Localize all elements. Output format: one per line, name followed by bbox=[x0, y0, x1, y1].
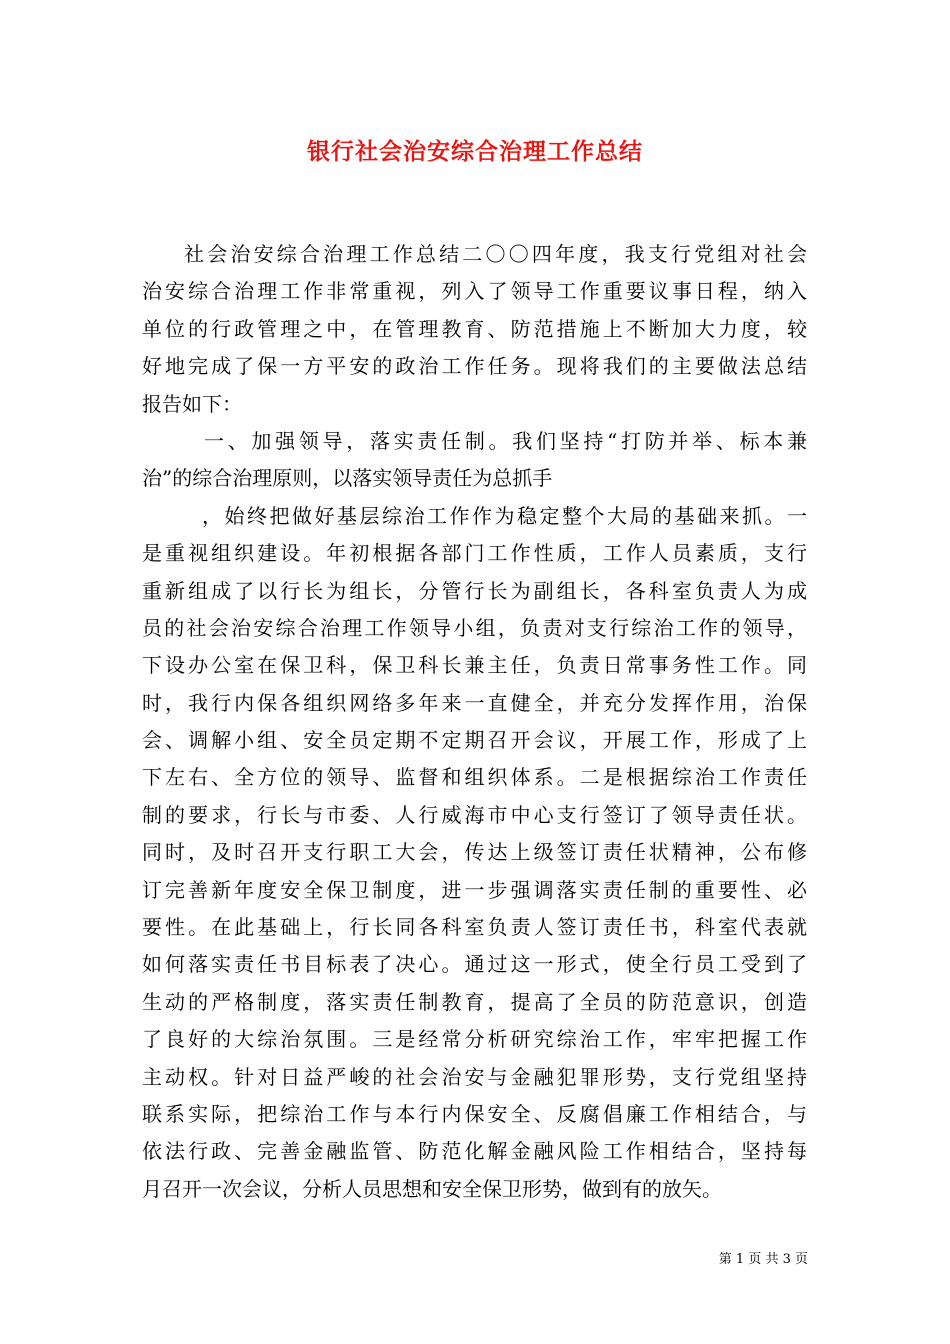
body-line: 下设办公室在保卫科，保卫科长兼主任，负责日常事务性工作。同 bbox=[142, 653, 807, 678]
body-line: 生动的严格制度，落实责任制教育，提高了全员的防范意识，创造 bbox=[142, 989, 807, 1014]
body-line: 单位的行政管理之中，在管理教育、防范措施上不断加大力度，较 bbox=[142, 316, 807, 341]
body-line: 联系实际，把综治工作与本行内保安全、反腐倡廉工作相结合，与 bbox=[142, 1101, 807, 1126]
body-line: 重新组成了以行长为组长，分管行长为副组长，各科室负责人为成 bbox=[142, 578, 807, 603]
body-line: 会、调解小组、安全员定期不定期召开会议，开展工作，形成了上 bbox=[142, 728, 807, 753]
body-line: 月召开一次会议，分析人员思想和安全保卫形势，做到有的放矢。 bbox=[142, 1176, 722, 1201]
body-line: 依法行政、完善金融监管、防范化解金融风险工作相结合，坚持每 bbox=[142, 1139, 807, 1164]
body-line: 制的要求，行长与市委、人行威海市中心支行签订了领导责任状。 bbox=[142, 802, 807, 827]
body-line: 下左右、全方位的领导、监督和组织体系。二是根据综治工作责任 bbox=[142, 765, 807, 790]
body-line: 同时，及时召开支行职工大会，传达上级签订责任状精神，公布修 bbox=[142, 840, 807, 865]
body-line: 治”的综合治理原则，以落实领导责任为总抓手 bbox=[142, 466, 553, 491]
page-number-footer: 第 1 页 共 3 页 bbox=[718, 1252, 808, 1267]
document-body bbox=[142, 236, 807, 1208]
body-line: 是重视组织建设。年初根据各部门工作性质，工作人员素质，支行 bbox=[142, 541, 807, 566]
body-line: 要性。在此基础上，行长同各科室负责人签订责任书，科室代表就 bbox=[142, 915, 807, 940]
body-line: 好地完成了保一方平安的政治工作任务。现将我们的主要做法总结 bbox=[142, 354, 807, 379]
body-line: 员的社会治安综合治理工作领导小组，负责对支行综治工作的领导， bbox=[142, 615, 807, 640]
body-line: 社会治安综合治理工作总结二〇〇四年度，我支行党组对社会 bbox=[184, 242, 807, 266]
document-title: 银行社会治安综合治理工作总结 bbox=[307, 138, 643, 165]
body-line: 一、加强领导，落实责任制。我们坚持“打防并举、标本兼 bbox=[204, 428, 807, 453]
body-line: 如何落实责任书目标表了决心。通过这一形式，使全行员工受到了 bbox=[142, 952, 807, 977]
body-line: 时，我行内保各组织网络多年来一直健全，并充分发挥作用，治保 bbox=[142, 690, 807, 715]
body-line: ，始终把做好基层综治工作作为稳定整个大局的基础来抓。一 bbox=[202, 503, 807, 528]
body-line: 报告如下： bbox=[142, 391, 242, 416]
body-line: 了良好的大综治氛围。三是经常分析研究综治工作，牢牢把握工作 bbox=[142, 1027, 807, 1052]
body-line: 订完善新年度安全保卫制度，进一步强调落实责任制的重要性、必 bbox=[142, 877, 807, 902]
body-line: 主动权。针对日益严峻的社会治安与金融犯罪形势，支行党组坚持 bbox=[142, 1064, 807, 1089]
body-line: 治安综合治理工作非常重视，列入了领导工作重要议事日程，纳入 bbox=[142, 279, 807, 304]
